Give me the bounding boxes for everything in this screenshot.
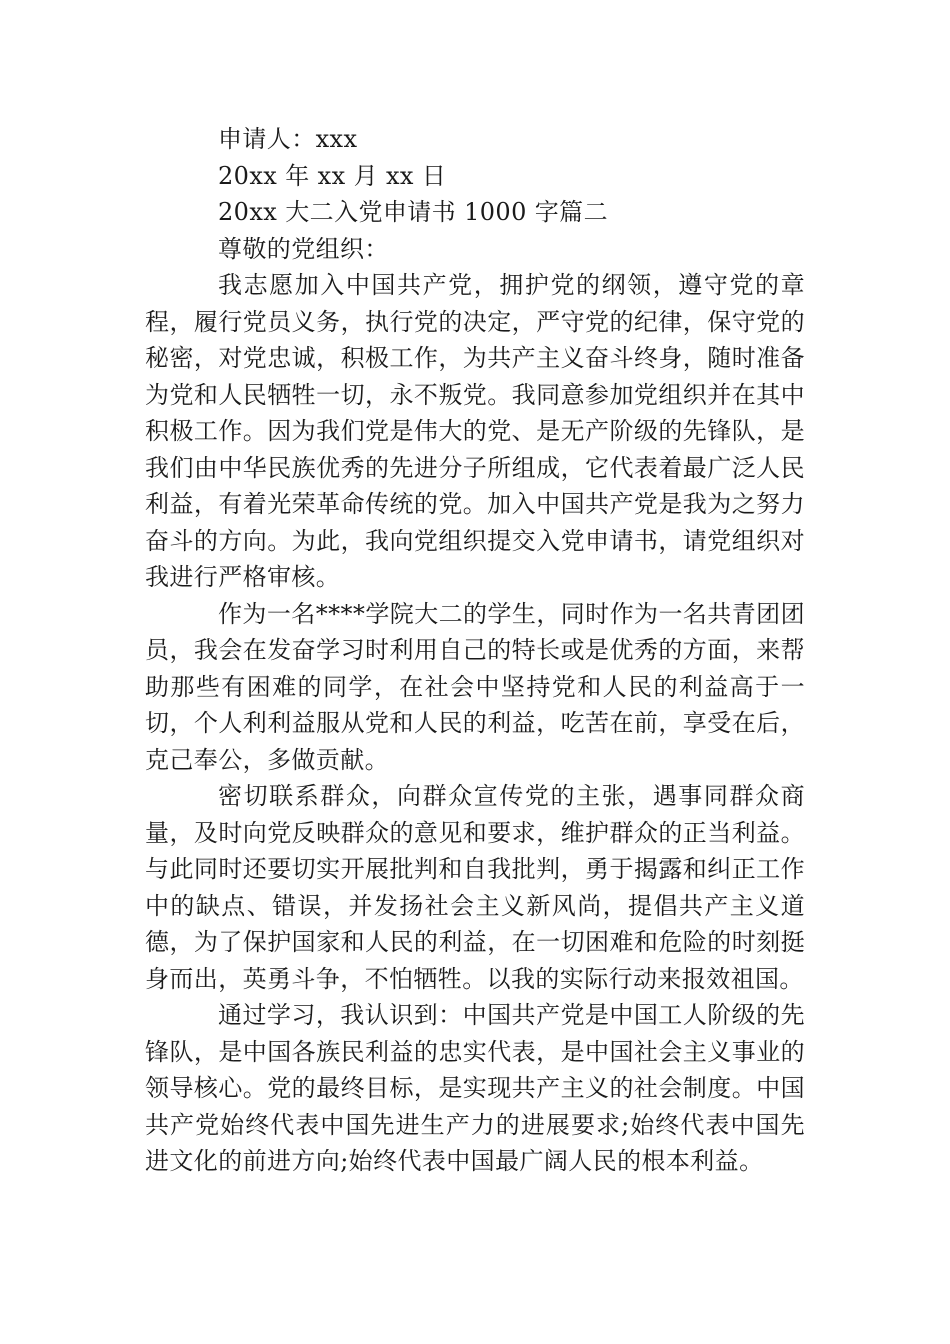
paragraph-1: 我志愿加入中国共产党，拥护党的纲领，遵守党的章程，履行党员义务，执行党的决定，严守党的纪律，保守党的秘密，对党忠诚，积极工作，为共产主义奋斗终身，随时准备为党和人民牺牲一切，永不叛党。我同意参加党组织并在其中积极工作。因为我们党是伟大的党、是无产阶级的先锋队，是我们由中华民族优秀的先进分子所组成，它代表着最广泛人民利益，有着光荣革命传统的党。加入中国共产党是我为之努力奋斗的方向。为此，我向党组织提交入党申请书，请党组织对我进行严格审核。 — [145, 271, 805, 591]
date-line: 20xx 年 xx 月 xx 日 — [218, 161, 447, 190]
section-title: 20xx 大二入党申请书 1000 字篇二 — [218, 198, 608, 226]
document-body — [145, 121, 805, 1180]
paragraph-3: 密切联系群众，向群众宣传党的主张，遇事同群众商量，及时向党反映群众的意见和要求，维护群众的正当利益。与此同时还要切实开展批判和自我批判，勇于揭露和纠正工作中的缺点、错误，并发扬社会主义新风尚，提倡共产主义道德，为了保护国家和人民的利益，在一切困难和危险的时刻挺身而出，英勇斗争，不怕牺牲。以我的实际行动来报效祖国。 — [145, 782, 805, 993]
salutation: 尊敬的党组织： — [218, 234, 389, 263]
paragraph-4: 通过学习，我认识到：中国共产党是中国工人阶级的先锋队，是中国各族民利益的忠实代表，是中国社会主义事业的领导核心。党的最终目标，是实现共产主义的社会制度。中国共产党始终代表中国先进生产力的进展要求;始终代表中国先进文化的前进方向;始终代表中国最广阔人民的根本利益。 — [145, 1001, 805, 1175]
paragraph-2: 作为一名****学院大二的学生，同时作为一名共青团团员，我会在发奋学习时利用自己的特长或是优秀的方面，来帮助那些有困难的同学，在社会中坚持党和人民的利益高于一切，个人利利益服从党和人民的利益，吃苦在前，享受在后，克己奉公，多做贡献。 — [145, 599, 805, 774]
applicant-line: 申请人：xxx — [218, 125, 358, 153]
